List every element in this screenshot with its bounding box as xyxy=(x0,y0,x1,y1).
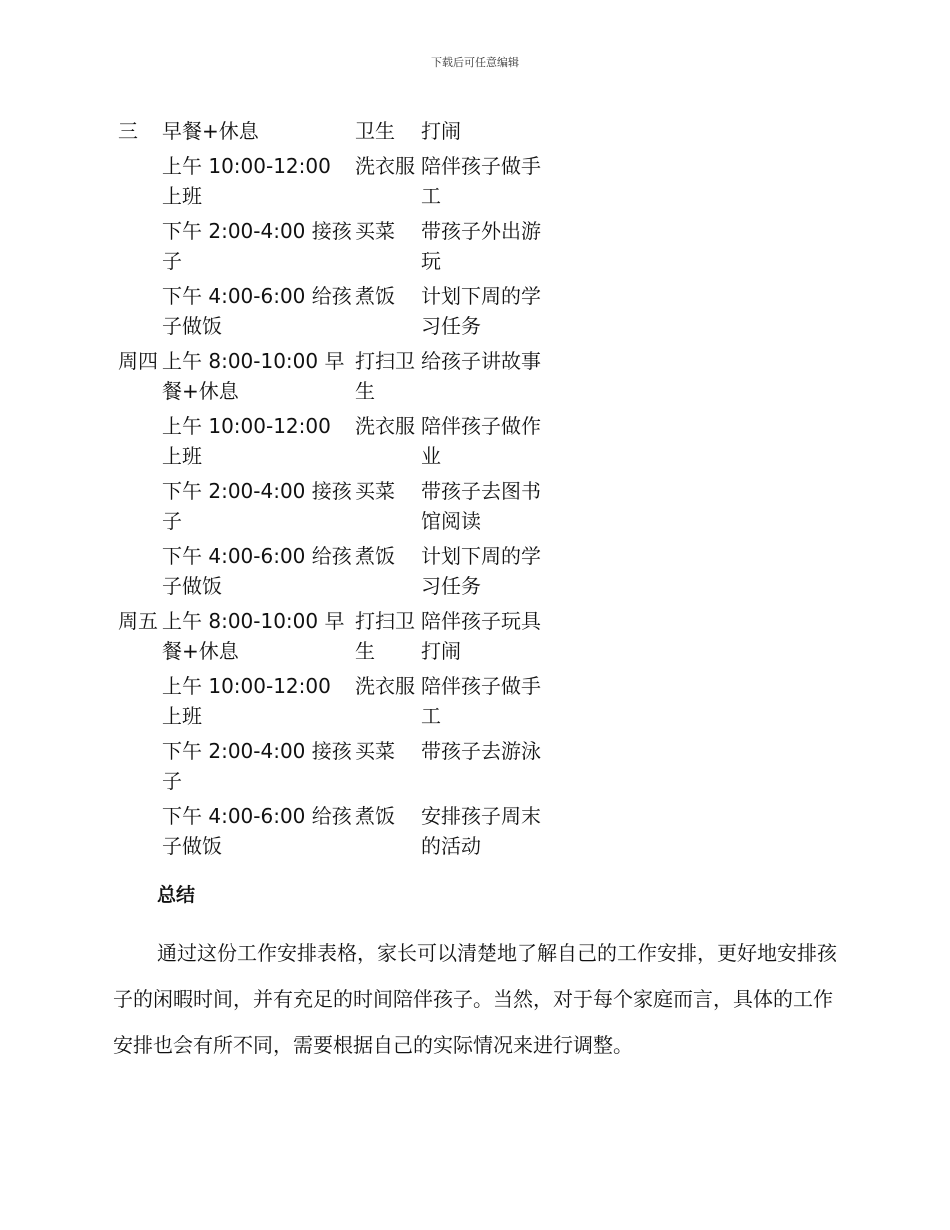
time-cell: 下午 2:00-4:00 接孩子 xyxy=(162,739,352,793)
time-cell: 下午 4:00-6:00 给孩子做饭 xyxy=(162,284,352,338)
table-row xyxy=(118,151,555,216)
kid-activity-cell: 给孩子讲故事 xyxy=(421,349,541,373)
table-row xyxy=(118,801,555,866)
table-row xyxy=(118,346,555,411)
day-cell xyxy=(118,671,162,736)
kid-activity-cell: 带孩子去游泳 xyxy=(421,739,541,763)
chore-cell: 洗衣服 xyxy=(355,674,415,698)
time-cell: 早餐+休息 xyxy=(162,119,259,143)
chore-cell: 买菜 xyxy=(355,479,395,503)
day-cell: 周五 xyxy=(118,609,158,633)
summary-paragraph: 通过这份工作安排表格，家长可以清楚地了解自己的工作安排，更好地安排孩子的闲暇时间，并有充足的时间陪伴孩子。当然，对于每个家庭而言，具体的工作安排也会有所不同，需要根据自己的实际情况来进行调整。 xyxy=(113,941,837,1057)
day-cell: 三 xyxy=(118,119,138,143)
schedule-table xyxy=(118,116,555,866)
day-cell xyxy=(118,411,162,476)
time-cell: 上午 10:00-12:00 上班 xyxy=(162,154,331,208)
time-cell: 下午 4:00-6:00 给孩子做饭 xyxy=(162,804,352,858)
kid-activity-cell: 安排孩子周末的活动 xyxy=(421,804,541,858)
page-header: 下载后可任意编辑 xyxy=(431,56,519,69)
time-cell: 下午 2:00-4:00 接孩子 xyxy=(162,479,352,533)
table-row xyxy=(118,671,555,736)
day-cell xyxy=(118,151,162,216)
day-cell xyxy=(118,801,162,866)
table-row xyxy=(118,281,555,346)
chore-cell: 煮饭 xyxy=(355,804,395,828)
kid-activity-cell: 陪伴孩子玩具打闹 xyxy=(421,609,541,663)
time-cell: 上午 8:00-10:00 早餐+休息 xyxy=(162,349,345,403)
day-cell xyxy=(118,476,162,541)
time-cell: 上午 8:00-10:00 早餐+休息 xyxy=(162,609,345,663)
day-cell xyxy=(118,541,162,606)
table-row xyxy=(118,541,555,606)
kid-activity-cell: 陪伴孩子做手工 xyxy=(421,154,541,208)
schedule-body xyxy=(118,116,555,866)
day-cell xyxy=(118,736,162,801)
time-cell: 上午 10:00-12:00 上班 xyxy=(162,414,331,468)
chore-cell: 洗衣服 xyxy=(355,414,415,438)
chore-cell: 卫生 xyxy=(355,119,395,143)
kid-activity-cell: 打闹 xyxy=(421,119,461,143)
kid-activity-cell: 陪伴孩子做手工 xyxy=(421,674,541,728)
day-cell xyxy=(118,216,162,281)
chore-cell: 洗衣服 xyxy=(355,154,415,178)
chore-cell: 煮饭 xyxy=(355,544,395,568)
chore-cell: 打扫卫生 xyxy=(355,349,415,403)
chore-cell: 买菜 xyxy=(355,739,395,763)
table-row xyxy=(118,736,555,801)
summary-heading: 总结 xyxy=(157,884,196,906)
chore-cell: 打扫卫生 xyxy=(355,609,415,663)
table-row xyxy=(118,606,555,671)
kid-activity-cell: 带孩子去图书馆阅读 xyxy=(421,479,541,533)
table-row xyxy=(118,116,555,151)
time-cell: 下午 4:00-6:00 给孩子做饭 xyxy=(162,544,352,598)
kid-activity-cell: 带孩子外出游玩 xyxy=(421,219,541,273)
kid-activity-cell: 陪伴孩子做作业 xyxy=(421,414,541,468)
table-row xyxy=(118,216,555,281)
table-row xyxy=(118,476,555,541)
time-cell: 上午 10:00-12:00 上班 xyxy=(162,674,331,728)
day-cell: 周四 xyxy=(118,349,158,373)
kid-activity-cell: 计划下周的学习任务 xyxy=(421,544,541,598)
kid-activity-cell: 计划下周的学习任务 xyxy=(421,284,541,338)
chore-cell: 买菜 xyxy=(355,219,395,243)
chore-cell: 煮饭 xyxy=(355,284,395,308)
time-cell: 下午 2:00-4:00 接孩子 xyxy=(162,219,352,273)
day-cell xyxy=(118,281,162,346)
table-row xyxy=(118,411,555,476)
